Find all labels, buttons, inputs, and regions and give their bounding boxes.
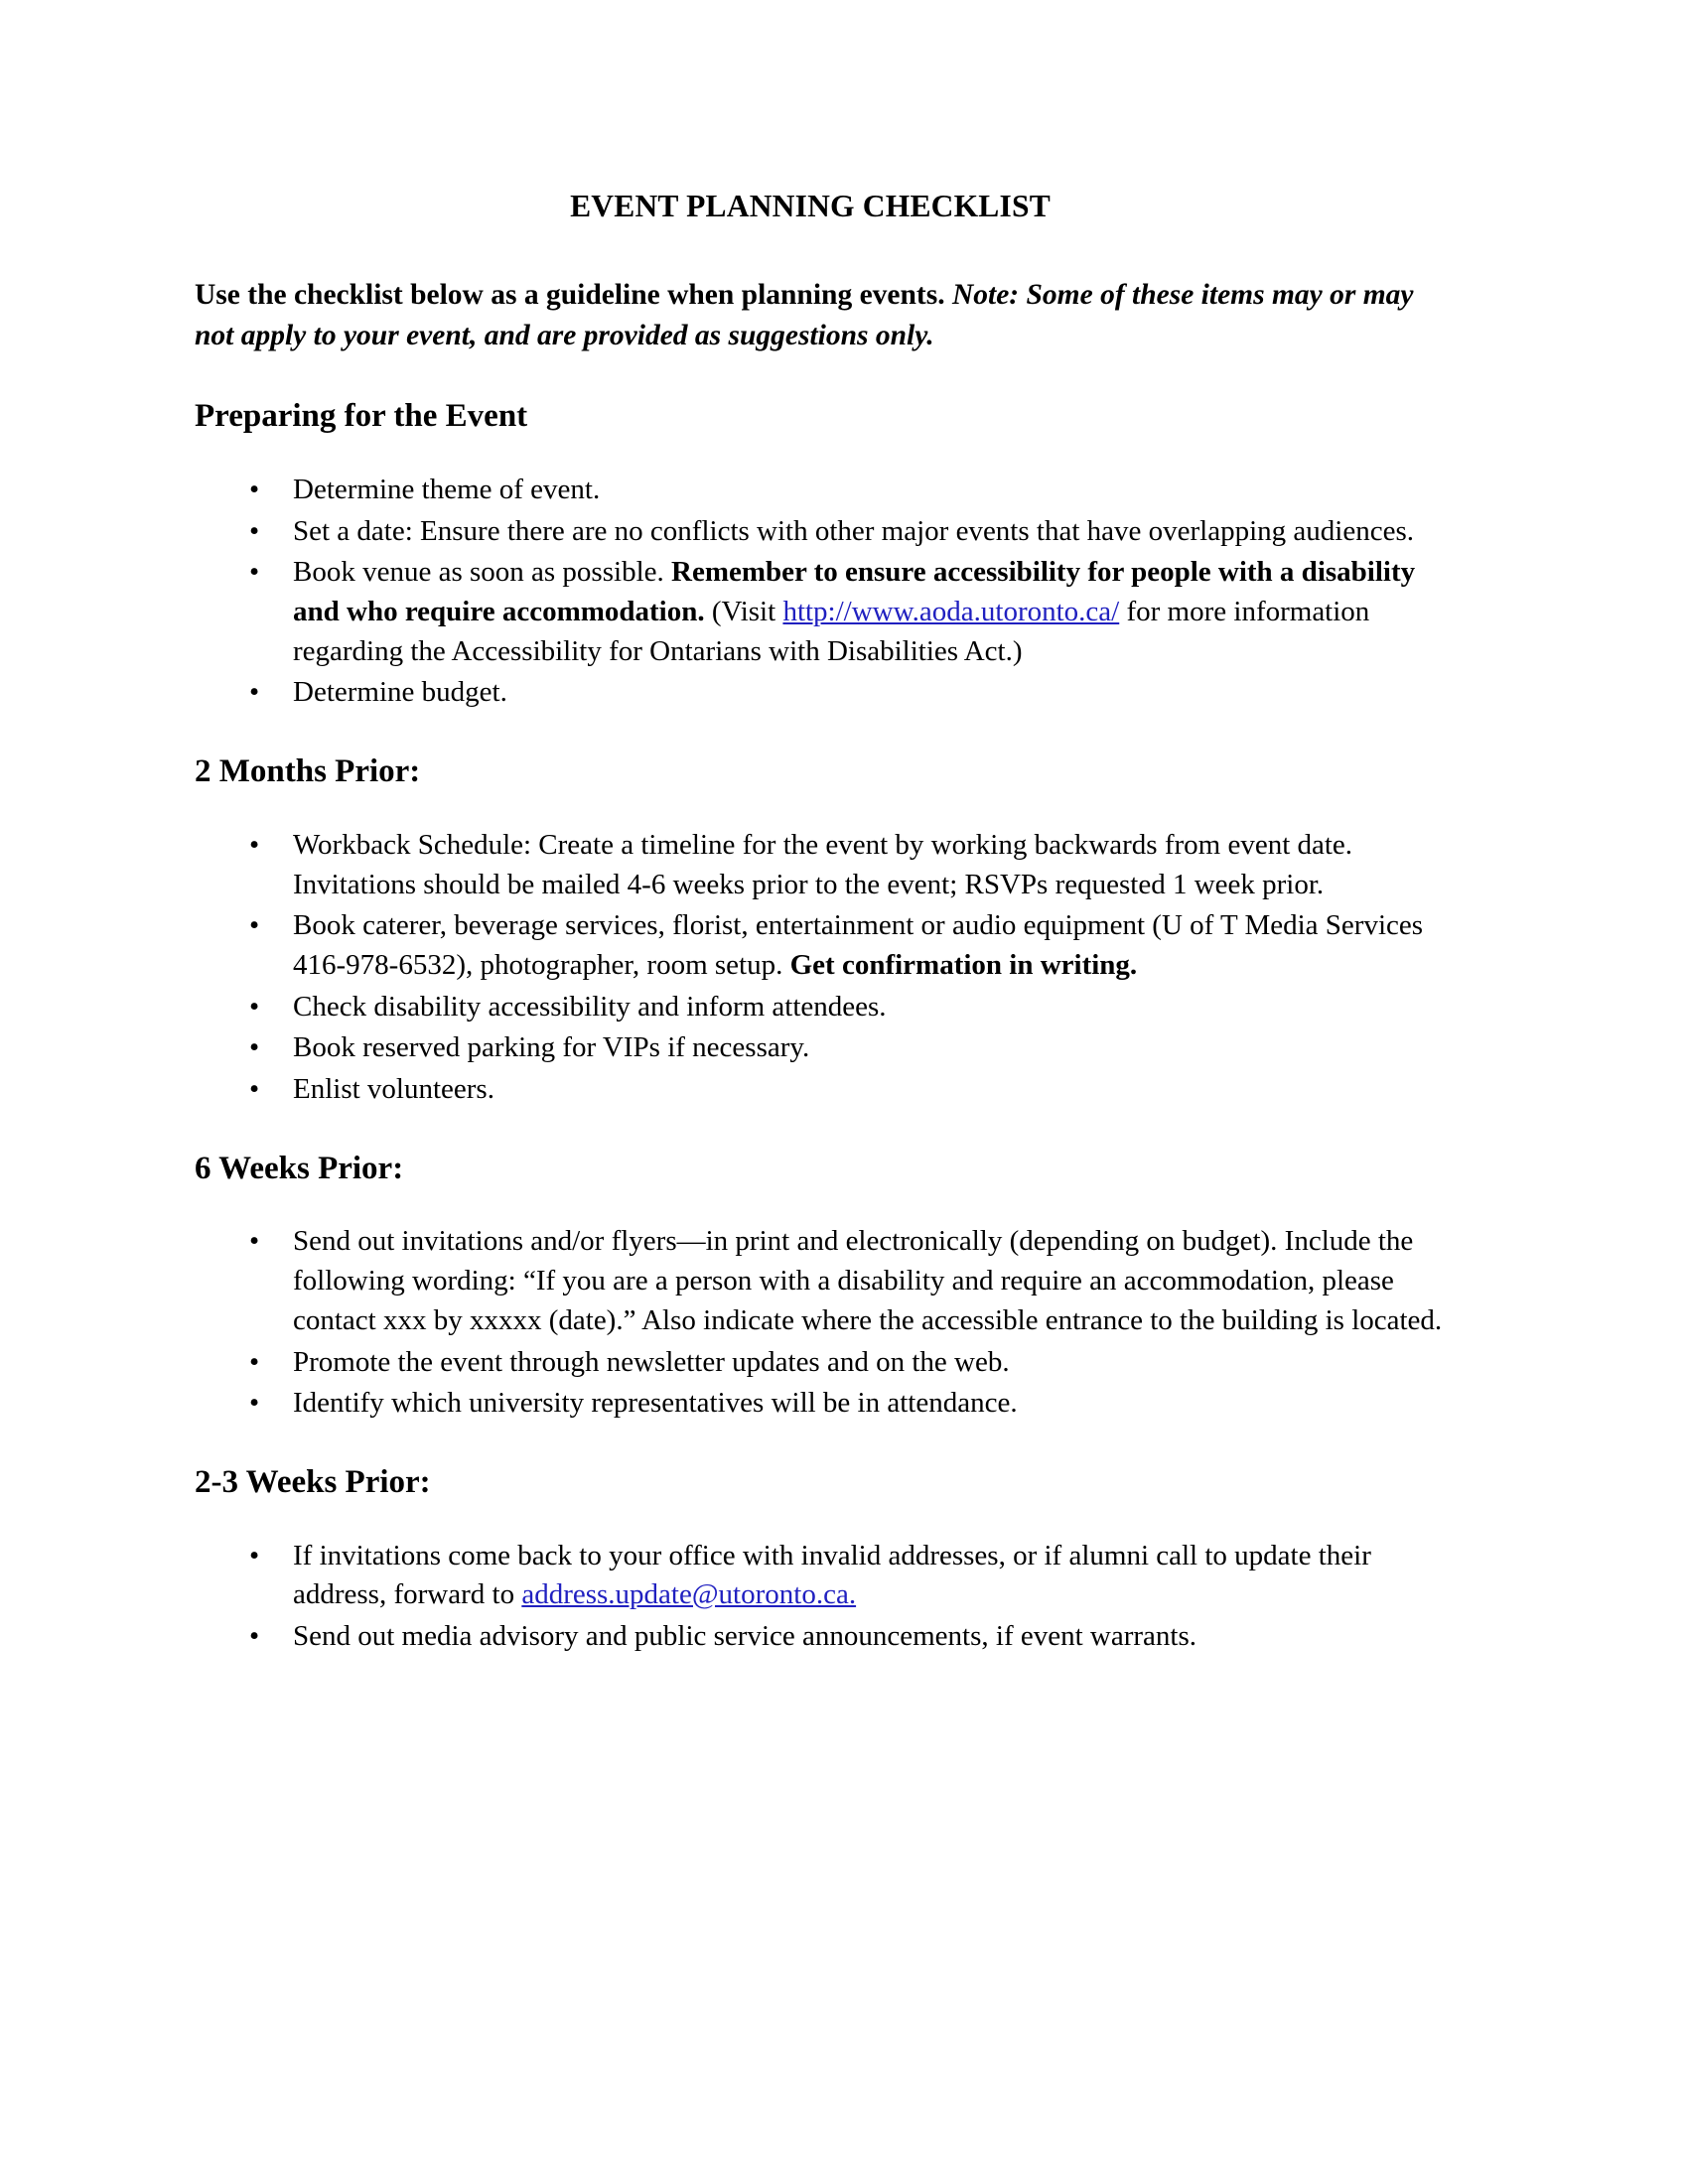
item-text: Send out media advisory and public service announcements, if event warrants. (293, 1620, 1197, 1653)
item-text: Book reserved parking for VIPs if necessary. (293, 1031, 810, 1064)
checklist-item (195, 553, 1460, 671)
item-text: Determine budget. (293, 676, 507, 709)
checklist-item (195, 673, 1460, 713)
section-heading-preparing: Preparing for the Event (195, 398, 528, 435)
intro-paragraph (195, 275, 1460, 358)
bullet-icon: • (249, 1620, 260, 1653)
item-text: Send out invitations and/or flyers—in print and electronically (depending on budget). Include the following wording: “If you are a person with a disability and require an accommodation, please contact xxx by xxxxx (date).” Also indicate where the accessible entrance to the building is located. (293, 1225, 1443, 1336)
item-text: Determine theme of event. (293, 473, 601, 505)
checklist-item (195, 1343, 1460, 1383)
emphasis-text: Remember to ensure accessibility for people with a disability and who require accommodation. (293, 556, 1416, 628)
hyperlink[interactable]: http://www.aoda.utoronto.ca/ (782, 596, 1120, 628)
bullet-icon: • (249, 1031, 260, 1064)
checklist-item (195, 906, 1460, 985)
item-text: Check disability accessibility and inform attendees. (293, 990, 887, 1023)
checklist-6weeks (195, 1222, 1460, 1424)
section-heading-2months: 2 Months Prior: (195, 753, 421, 790)
checklist-item (195, 1070, 1460, 1110)
item-text: Set a date: Ensure there are no conflicts with other major events that have overlapping audiences. (293, 514, 1414, 547)
item-text: (Visit (704, 596, 783, 628)
checklist-item (195, 988, 1460, 1027)
intro-note: Note: Some of these items may or may not apply to your event, and are provided as suggestions only. (195, 278, 1414, 352)
section-heading-6weeks: 6 Weeks Prior: (195, 1150, 404, 1186)
section-heading-23weeks: 2-3 Weeks Prior: (195, 1464, 431, 1500)
hyperlink[interactable]: address.update@utoronto.ca. (521, 1578, 857, 1611)
checklist-item (195, 1222, 1460, 1340)
item-text: Identify which university representatives will be in attendance. (293, 1387, 1018, 1420)
bullet-icon: • (249, 1345, 260, 1378)
item-text: Book caterer, beverage services, florist, entertainment or audio equipment (U of T Media Services 416-978-6532), photographer, room setup. (293, 909, 1424, 981)
checklist-item (195, 1384, 1460, 1424)
checklist-item (195, 1617, 1460, 1657)
item-text: for more information regarding the Accessibility for Ontarians with Disabilities Act.) (293, 596, 1370, 667)
checklist-item (195, 1537, 1460, 1615)
bullet-icon: • (249, 909, 260, 942)
item-text: Book venue as soon as possible. (293, 556, 671, 589)
checklist-preparing (195, 471, 1460, 713)
bullet-icon: • (249, 473, 260, 505)
checklist-item (195, 512, 1460, 552)
checklist-item (195, 1028, 1460, 1068)
bullet-icon: • (249, 1073, 260, 1106)
item-text: Enlist volunteers. (293, 1073, 494, 1106)
item-text: If invitations come back to your office with invalid addresses, or if alumni call to update their address, forward to (293, 1539, 1371, 1611)
bullet-icon: • (249, 990, 260, 1023)
checklist-item (195, 826, 1460, 904)
bullet-icon: • (249, 676, 260, 709)
bullet-icon: • (249, 514, 260, 547)
checklist-23weeks (195, 1537, 1460, 1657)
bullet-icon: • (249, 828, 260, 861)
item-text: Promote the event through newsletter updates and on the web. (293, 1345, 1010, 1378)
emphasis-text: Get confirmation in writing. (789, 948, 1138, 981)
page-title: EVENT PLANNING CHECKLIST (570, 189, 1051, 223)
checklist-item (195, 471, 1460, 510)
item-text: Workback Schedule: Create a timeline for the event by working backwards from event date. Invitations should be mailed 4-6 weeks prior to the event; RSVPs requested 1 week prior. (293, 828, 1353, 900)
sections-container (195, 397, 1460, 1656)
checklist-2months (195, 826, 1460, 1110)
intro-lead: Use the checklist below as a guideline when planning events. (195, 278, 945, 311)
bullet-icon: • (249, 556, 260, 589)
bullet-icon: • (249, 1387, 260, 1420)
bullet-icon: • (249, 1225, 260, 1258)
bullet-icon: • (249, 1539, 260, 1571)
